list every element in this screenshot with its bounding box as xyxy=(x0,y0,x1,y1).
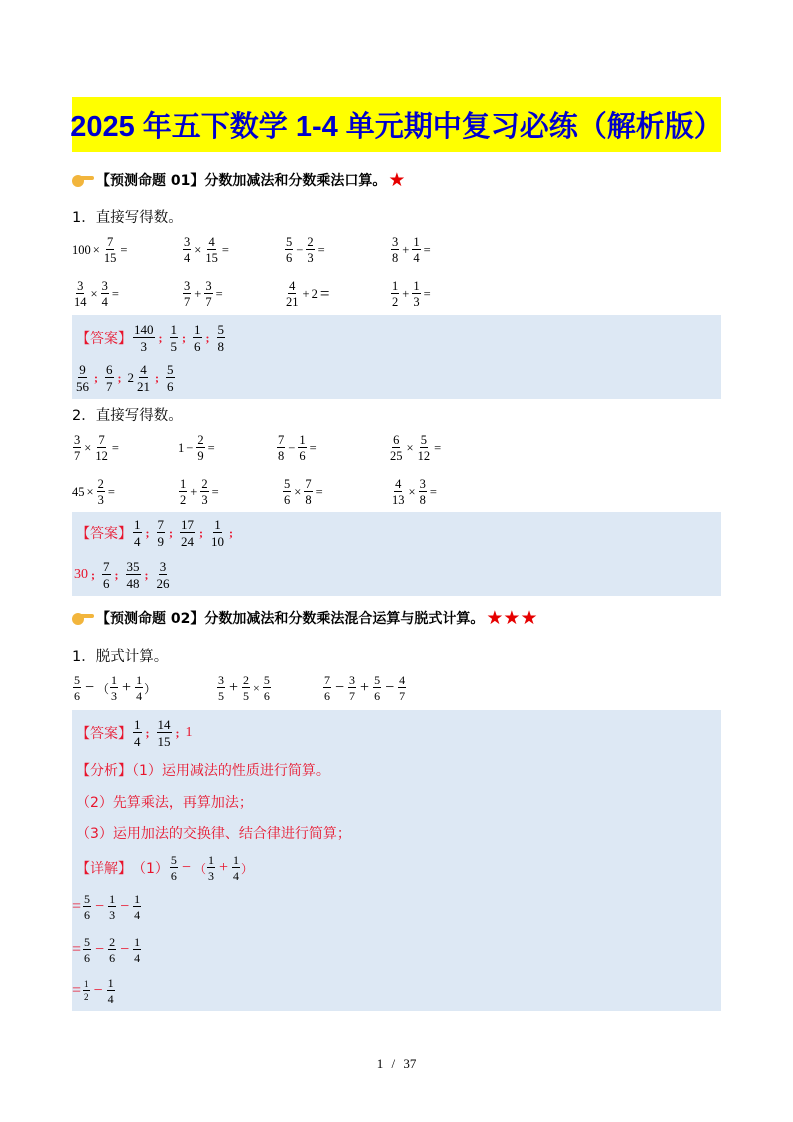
answer-line: 【答案】 $\frac{1}{4}$ ; $\frac{7}{9}$ ; $\frac{17}{24}$ ; $\frac{1}{10}$ ; xyxy=(76,517,233,549)
problem: $\frac{7}{8}$ − $\frac{1}{6}$ = xyxy=(278,432,317,463)
expression: $\frac{5}{6}$ − （ $\frac{1}{3}$ + $\frac{1}{4}$ ） xyxy=(74,673,157,703)
problem: 100 × $\frac{7}{15}$ = xyxy=(72,234,128,265)
analysis-line: （3）运用加法的交换律、结合律进行简算； xyxy=(76,826,351,842)
answer-label: 【答案】 xyxy=(76,526,132,542)
answer-line: 【答案】 $\frac{1}{4}$ ; $\frac{14}{15}$ ; 1 xyxy=(76,717,193,749)
document-title: 2025 年五下数学 1-4 单元期中复习必练（解析版） xyxy=(70,111,723,143)
question-label: 2．直接写得数。 xyxy=(72,408,183,424)
answer-label: 【答案】 xyxy=(76,331,132,347)
detail-line: 【详解】 （1） $\frac{5}{6}$ − （ $\frac{1}{3}$ + $\frac{1}{4}$ ） xyxy=(76,853,254,883)
detail-step: = $\frac{5}{6}$ − $\frac{1}{3}$ − $\frac{1}{4}$ xyxy=(72,892,141,922)
problem: $\frac{1}{2}$ + $\frac{2}{3}$ = xyxy=(180,476,219,507)
page-number: 1 / 37 xyxy=(376,1056,417,1071)
answer-label: 【答案】 xyxy=(76,726,132,742)
analysis-line: 【分析】（1）运用减法的性质进行简算。 xyxy=(76,763,330,779)
expression-row xyxy=(72,670,721,706)
problem: $\frac{1}{2}$ + $\frac{1}{3}$ = xyxy=(392,278,431,309)
pointing-hand-icon xyxy=(72,172,94,188)
detail-label: 【详解】 xyxy=(76,861,132,877)
answer-box xyxy=(72,512,721,596)
problem: 1 − $\frac{2}{9}$ = xyxy=(178,432,215,463)
answer-box xyxy=(72,315,721,399)
answer-line: 【答案】 $\frac{140}{3}$ ; $\frac{1}{5}$ ; $\frac{1}{6}$ ; $\frac{5}{8}$ xyxy=(76,322,224,354)
problem: $\frac{5}{6}$ × $\frac{7}{8}$ = xyxy=(284,476,323,507)
problem-row xyxy=(72,232,721,268)
section-heading-text: 【预测命题 01】分数加减法和分数乘法口算。 xyxy=(96,173,387,189)
pointing-hand-icon xyxy=(72,610,94,626)
section-heading-text: 【预测命题 02】分数加减法和分数乘法混合运算与脱式计算。 xyxy=(96,611,485,627)
answer-line: $\frac{9}{56}$ ; $\frac{6}{7}$ ; 2 $\frac{4}{21}$ ; $\frac{5}{6}$ xyxy=(76,362,174,394)
expression: $\frac{7}{6}$ − $\frac{3}{7}$ + $\frac{5}{6}$ − $\frac{4}{7}$ xyxy=(324,673,406,703)
analysis-line: （2）先算乘法，再算加法； xyxy=(76,795,253,811)
problem: 45 × $\frac{2}{3}$ = xyxy=(72,476,115,507)
detail-step: = $\frac{5}{6}$ − $\frac{2}{6}$ − $\frac{1}{4}$ xyxy=(72,935,141,965)
detail-step: = $\frac{1}{2}$ − $\frac{1}{4}$ xyxy=(72,976,114,1006)
problem-row xyxy=(72,430,721,466)
answer-box xyxy=(72,710,721,1011)
analysis-label: 【分析】 xyxy=(76,763,132,779)
problem-row xyxy=(72,474,721,510)
section-heading-01 xyxy=(72,170,405,190)
question-label: 1．直接写得数。 xyxy=(72,210,183,226)
question-label: 1．脱式计算。 xyxy=(72,649,169,665)
answer-line: 30 ; $\frac{7}{6}$ ; $\frac{35}{48}$ ; $\frac{3}{26}$ xyxy=(74,559,170,591)
problem-row xyxy=(72,276,721,312)
problem: $\frac{5}{6}$ − $\frac{2}{3}$ = xyxy=(286,234,325,265)
star-icon: ★ xyxy=(503,606,521,629)
problem: $\frac{3}{14}$ × $\frac{3}{4}$ = xyxy=(74,278,119,309)
problem: $\frac{3}{7}$ + $\frac{3}{7}$ = xyxy=(184,278,223,309)
star-icon: ★ xyxy=(486,606,504,629)
problem: $\frac{3}{4}$ × $\frac{4}{15}$ = xyxy=(184,234,229,265)
expression: $\frac{3}{5}$ + $\frac{2}{5}$ × $\frac{5}{6}$ xyxy=(218,673,270,703)
section-heading-02 xyxy=(72,608,538,628)
problem: $\frac{6}{25}$ × $\frac{5}{12}$ = xyxy=(390,432,442,463)
problem: $\frac{3}{8}$ + $\frac{1}{4}$ = xyxy=(392,234,431,265)
document-title-banner xyxy=(72,97,721,152)
star-icon: ★ xyxy=(388,168,406,191)
problem: $\frac{4}{13}$ × $\frac{3}{8}$ = xyxy=(392,476,437,507)
problem: $\frac{3}{7}$ × $\frac{7}{12}$ = xyxy=(74,432,119,463)
star-icon: ★ xyxy=(520,606,538,629)
problem: $\frac{4}{21}$ + 2 = xyxy=(286,278,330,309)
